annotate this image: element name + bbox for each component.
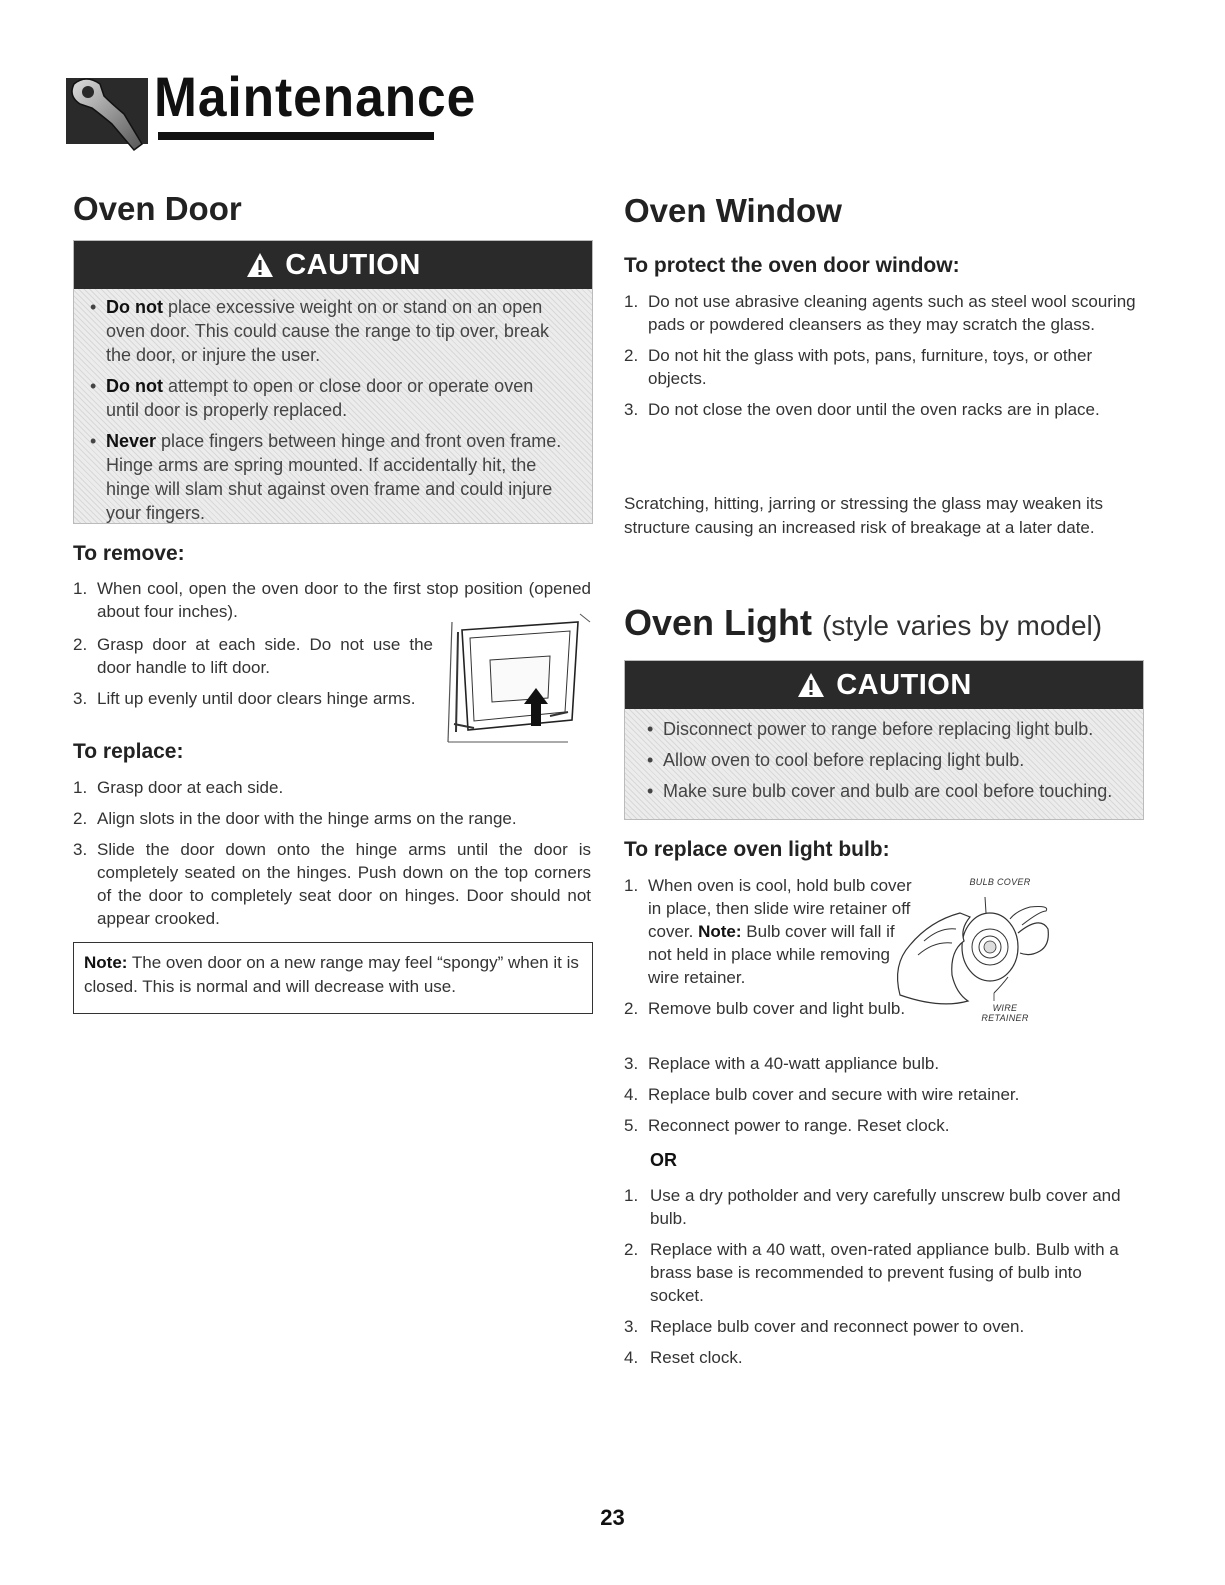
list-item: 5. Reconnect power to range. Reset clock. <box>624 1116 950 1135</box>
bulb-cover-label: BULB COVER <box>969 877 1031 887</box>
list-item: 3. Slide the door down onto the hinge arms until the door is completely seated on the hinges. Push down on the top corners of the door to completely seat door on hinges. Door should not appear crooked. <box>73 840 591 928</box>
title-underline <box>158 132 434 140</box>
bulb-steps <box>624 1052 1144 1145</box>
list-item: 1. Use a dry potholder and very carefully unscrew bulb cover and bulb. <box>624 1186 1121 1228</box>
protect-window-heading: To protect the oven door window: <box>624 254 960 277</box>
bulb-steps-narrow <box>624 874 914 1028</box>
caution-label: CAUTION <box>836 668 972 701</box>
wrench-icon <box>66 70 156 152</box>
to-replace-heading: To replace: <box>73 740 184 763</box>
list-item: 4. Replace bulb cover and secure with wire retainer. <box>624 1085 1020 1104</box>
replace-steps <box>73 776 591 938</box>
list-item: 4. Reset clock. <box>624 1348 743 1367</box>
replace-bulb-heading: To replace oven light bulb: <box>624 838 890 861</box>
wire-retainer-label: WIRE RETAINER <box>981 1003 1029 1023</box>
list-item: 3. Replace with a 40-watt appliance bulb. <box>624 1054 940 1073</box>
list-item: 1. Grasp door at each side. <box>73 778 284 797</box>
oven-door-caution-box <box>73 240 593 524</box>
page-title: Maintenance <box>154 65 477 128</box>
oven-light-subtitle: (style varies by model) <box>822 610 1103 641</box>
caution-item: • Disconnect power to range before replacing light bulb. <box>653 717 1119 741</box>
oven-door-heading: Oven Door <box>73 190 242 227</box>
oven-light-caution-box <box>624 660 1144 820</box>
oven-door-removal-illustration <box>440 612 595 747</box>
bulb-alt-steps <box>624 1184 1139 1377</box>
list-item: 3. Lift up evenly until door clears hinge arms. <box>73 689 416 708</box>
list-item: 2. Do not hit the glass with pots, pans, furniture, toys, or other objects. <box>624 346 1093 388</box>
to-remove-heading: To remove: <box>73 542 185 565</box>
caution-header <box>625 661 1143 709</box>
caution-item: • Do not place excessive weight on or stand on an open oven door. This could cause the range to tip over, break the door, or injure the user. <box>96 295 568 367</box>
caution-list <box>625 709 1143 818</box>
list-item: 2. Remove bulb cover and light bulb. <box>624 999 906 1018</box>
caution-list <box>74 289 592 540</box>
caution-item: • Allow oven to cool before replacing light bulb. <box>653 748 1119 772</box>
page-header <box>66 60 477 160</box>
caution-item: • Make sure bulb cover and bulb are cool before touching. <box>653 779 1119 803</box>
list-item: 2. Grasp door at each side. Do not use the door handle to lift door. <box>73 635 433 677</box>
caution-header <box>74 241 592 289</box>
list-item: 1. When cool, open the oven door to the first stop position (opened about four inches). <box>73 579 591 621</box>
door-note-box: Note: The oven door on a new range may feel “spongy” when it is closed. This is normal and will decrease with use. <box>73 942 593 1014</box>
or-label: OR <box>650 1150 677 1170</box>
caution-label: CAUTION <box>285 248 421 281</box>
list-item: 1. When oven is cool, hold bulb cover in place, then slide wire retainer off cover. Note: Bulb cover will fall if not held in place while removing wire retainer. <box>624 876 912 987</box>
list-item: 2. Align slots in the door with the hinge arms on the range. <box>73 809 517 828</box>
window-paragraph: Scratching, hitting, jarring or stressing the glass may weaken its structure causing an increased risk of breakage at a later date. <box>624 494 1104 537</box>
warning-triangle-icon <box>796 671 826 699</box>
list-item: 1. Do not use abrasive cleaning agents such as steel wool scouring pads or powdered cleansers as they may scratch the glass. <box>624 292 1136 334</box>
window-steps <box>624 290 1144 429</box>
list-item: 3. Replace bulb cover and reconnect power to oven. <box>624 1317 1025 1336</box>
remove-steps-narrow <box>73 633 433 718</box>
caution-item: • Do not attempt to open or close door or operate oven until door is properly replaced. <box>96 374 568 422</box>
oven-light-heading: Oven Light (style varies by model) <box>624 602 1103 643</box>
caution-item: • Never place fingers between hinge and front oven frame. Hinge arms are spring mounted. If accidentally hit, the hinge will slam shut against oven frame and could injure your fingers. <box>96 429 568 525</box>
warning-triangle-icon <box>245 251 275 279</box>
oven-window-heading: Oven Window <box>624 192 842 229</box>
list-item: 3. Do not close the oven door until the oven racks are in place. <box>624 400 1100 419</box>
list-item: 2. Replace with a 40 watt, oven-rated appliance bulb. Bulb with a brass base is recommended to prevent fusing of bulb into socket. <box>624 1240 1119 1305</box>
page-number: 23 <box>600 1505 625 1530</box>
bulb-cover-illustration <box>890 885 1050 1015</box>
